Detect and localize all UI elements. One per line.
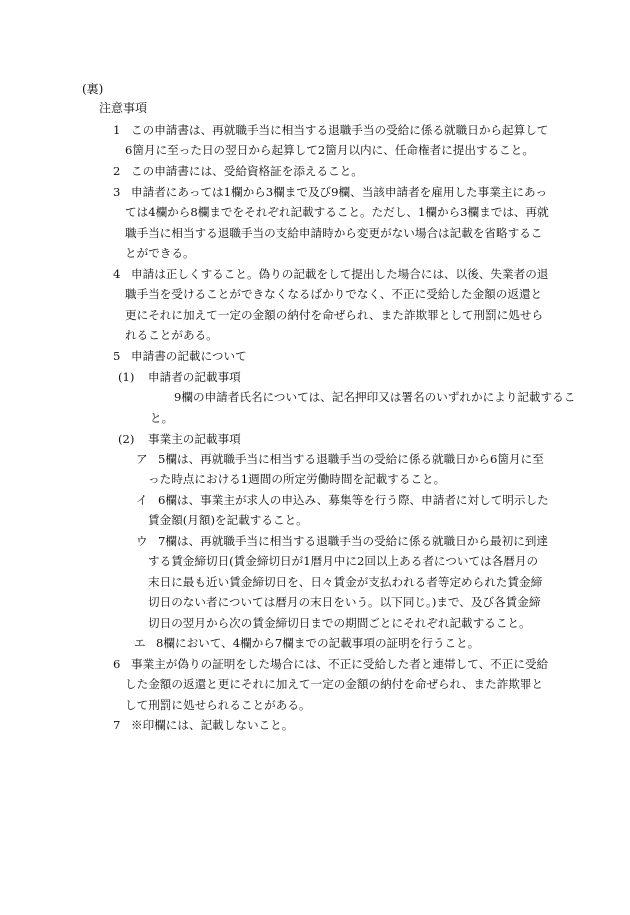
- entry-marker: エ: [134, 636, 146, 650]
- entry-marker: ア: [136, 452, 148, 466]
- entry-text-line: する賃金締切日(賃金締切日が1暦月中に2回以上ある者については各暦月の: [148, 554, 539, 569]
- note-item-2: [113, 161, 363, 181]
- item-text-line: 事業主が偽りの証明をした場合には、不正に受給した者と連帯して、不正に受給: [131, 657, 549, 671]
- subsection-number: (1): [118, 370, 135, 384]
- item-text-line: 更にそれに加えて一定の金額の納付を命ぜられ、また詐欺罪として刑罰に処せら: [125, 307, 544, 322]
- item-text-line: して刑罰に処せられることがある。: [125, 697, 311, 712]
- item-text-line: 申請書の記載について: [131, 349, 247, 363]
- notes-title: 注意事項: [99, 101, 148, 115]
- note-item-7: [113, 715, 293, 735]
- subsection-number: (2): [118, 432, 135, 446]
- item-text-line: とができる。: [125, 246, 195, 261]
- entry-text-line: 切日の翌月から次の賃金締切日までの期間ごとにそれぞれ記載すること。: [148, 615, 531, 630]
- note-item-6: [113, 654, 548, 715]
- entry-text-line: 切日のない者については暦月の末日をいう。以下同じ。)まで、及び各賃金締: [148, 595, 541, 610]
- subsection-text-line: と。: [150, 410, 174, 425]
- item-number: 4: [113, 267, 121, 281]
- subsection-title: 事業主の記載事項: [148, 432, 241, 446]
- subsection-title: 申請者の記載事項: [148, 370, 241, 384]
- entry-text-line: 7欄は、再就職手当に相当する退職手当の受給に係る就職日から最初に到達: [158, 534, 548, 548]
- item-text-line: ※印欄には、記載しないこと。: [131, 718, 294, 732]
- item-number: 3: [113, 185, 121, 199]
- item-text-line: この申請書には、受給資格証を添えること。: [131, 164, 363, 178]
- employer-entry-u: [136, 531, 548, 633]
- employer-entry-e: [134, 633, 479, 653]
- note-item-4: [113, 264, 548, 346]
- item-text-line: この申請書は、再就職手当に相当する退職手当の受給に係る就職日から起算して: [131, 123, 549, 137]
- subsection-employer: [118, 429, 241, 449]
- item-text-line: 申請は正しくすること。偽りの記載をして提出した場合には、以後、失業者の退: [131, 267, 549, 281]
- back-side-label: (裏): [82, 82, 104, 96]
- entry-text-line: った時点における1週間の所定労働時間を記載すること。: [148, 472, 446, 487]
- entry-text-line: 5欄は、再就職手当に相当する退職手当の受給に係る就職日から6箇月に至: [158, 452, 544, 466]
- employer-entry-a: [136, 449, 544, 490]
- note-item-1: [113, 120, 548, 161]
- item-number: 7: [113, 718, 121, 732]
- item-number: 6: [113, 657, 121, 671]
- item-text-line: した金額の返還と更にそれに加えて一定の金額の納付を命ぜられ、また詐欺罪と: [125, 677, 544, 692]
- item-text-line: れることがある。: [125, 328, 218, 343]
- entry-text-line: 8欄において、4欄から7欄までの記載事項の証明を行うこと。: [156, 636, 480, 650]
- item-text-line: ては4欄から8欄までをそれぞれ記載すること。ただし、1欄から3欄までは、再就: [125, 205, 549, 220]
- item-text-line: 申請者にあっては1欄から3欄まで及び9欄、当該申請者を雇用した事業主にあっ: [131, 185, 548, 199]
- entry-text-line: 賃金額(月額)を記載すること。: [148, 513, 308, 528]
- entry-marker: イ: [136, 493, 148, 507]
- entry-text-line: 6欄は、事業主が求人の申込み、募集等を行う際、申請者に対して明示した: [158, 493, 549, 507]
- note-item-3: [113, 182, 549, 264]
- subsection-applicant: [118, 367, 575, 428]
- item-text-line: 職手当に相当する退職手当の支給申請時から変更がない場合は記載を省略するこ: [125, 225, 543, 240]
- item-number: 5: [113, 349, 121, 363]
- note-item-5: [113, 346, 247, 366]
- item-text-line: 6箇月に至った日の翌日から起算して2箇月以内に、任命権者に提出すること。: [125, 143, 534, 158]
- item-number: 2: [113, 164, 121, 178]
- item-text-line: 職手当を受けることができなくなるばかりでなく、不正に受給した金額の返還と: [125, 287, 543, 302]
- entry-text-line: 末日に最も近い賃金締切日を、日々賃金が支払われる者等定められた賃金締: [148, 574, 543, 589]
- entry-marker: ウ: [136, 534, 148, 548]
- subsection-text-line: 9欄の申請者氏名については、記名押印又は署名のいずれかにより記載するこ: [174, 390, 576, 405]
- employer-entry-i: [136, 490, 549, 531]
- item-number: 1: [113, 123, 121, 137]
